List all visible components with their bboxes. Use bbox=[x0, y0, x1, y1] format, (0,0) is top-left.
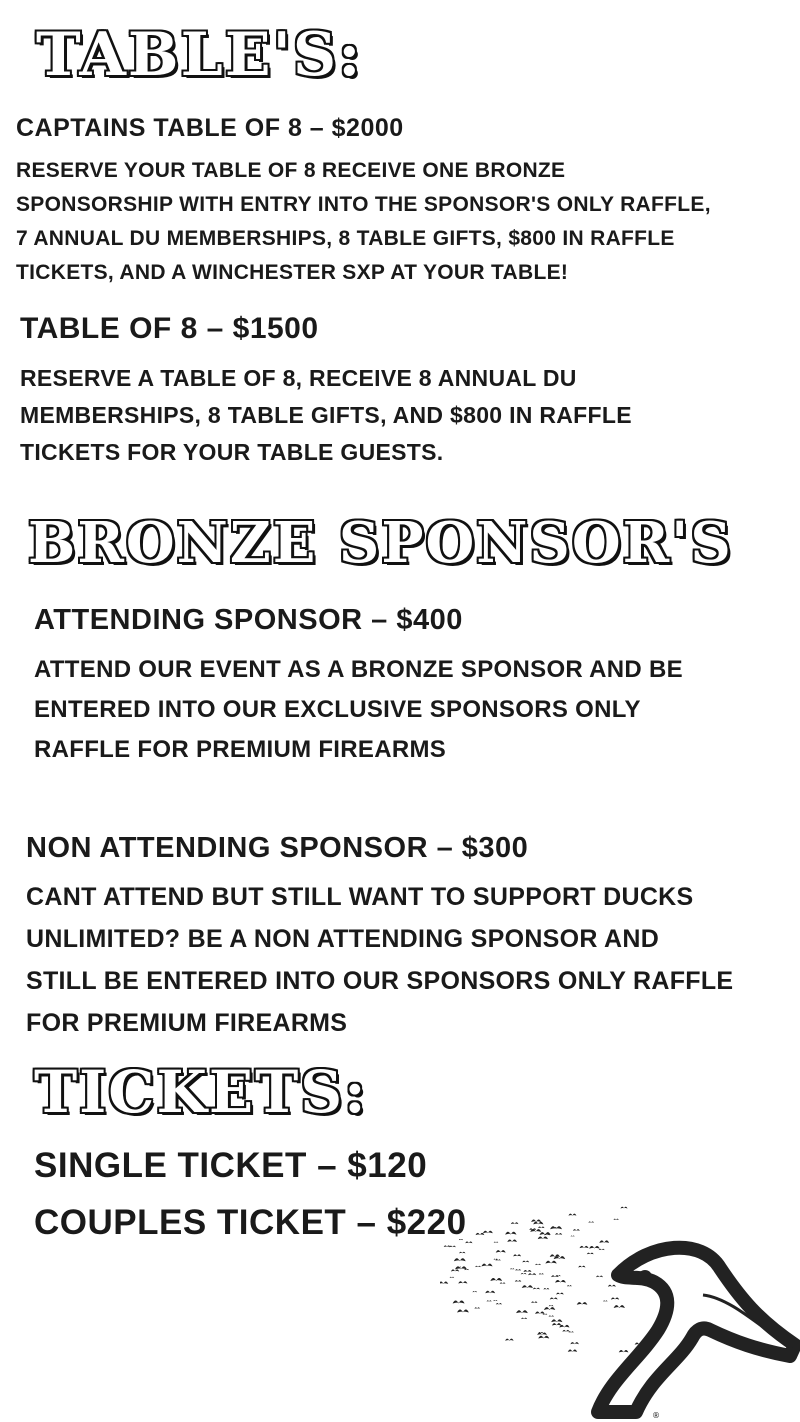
bird-silhouette bbox=[440, 1281, 448, 1283]
bird-silhouette bbox=[465, 1241, 472, 1243]
couples-ticket-price: COUPLES TICKET – $220 bbox=[34, 1203, 467, 1242]
single-ticket-price: SINGLE TICKET – $120 bbox=[34, 1146, 428, 1185]
bird-silhouette bbox=[555, 1233, 562, 1235]
bird-silhouette bbox=[620, 1207, 627, 1209]
bird-silhouette bbox=[549, 1305, 554, 1306]
captains-table-description bbox=[16, 154, 711, 290]
description-line: 7 ANNUAL DU MEMBERSHIPS, 8 TABLE GIFTS, $800 IN RAFFLE bbox=[16, 227, 675, 250]
bird-silhouette bbox=[505, 1339, 513, 1341]
bird-silhouette bbox=[573, 1229, 580, 1231]
bird-silhouette bbox=[567, 1285, 572, 1286]
bird-silhouette bbox=[531, 1219, 541, 1222]
bird-silhouette bbox=[496, 1303, 502, 1305]
bird-silhouette bbox=[608, 1285, 616, 1287]
bird-silhouette bbox=[500, 1282, 506, 1283]
bird-silhouette bbox=[555, 1280, 566, 1283]
bird-silhouette bbox=[599, 1240, 609, 1242]
bird-silhouette bbox=[476, 1233, 485, 1235]
bird-silhouette bbox=[568, 1350, 577, 1352]
non-attending-sponsor-title: NON ATTENDING SPONSOR – $300 bbox=[26, 832, 529, 864]
bird-silhouette bbox=[516, 1310, 528, 1313]
bird-silhouette bbox=[522, 1261, 529, 1263]
bird-silhouette bbox=[533, 1222, 543, 1225]
description-line: ATTEND OUR EVENT AS A BRONZE SPONSOR AND BE bbox=[34, 656, 683, 683]
bird-silhouette bbox=[511, 1222, 519, 1224]
description-line: RESERVE YOUR TABLE OF 8 RECEIVE ONE BRONZE bbox=[16, 159, 566, 182]
bird-silhouette bbox=[533, 1288, 540, 1290]
bird-silhouette bbox=[475, 1266, 481, 1267]
captains-table-title: CAPTAINS TABLE OF 8 – $2000 bbox=[16, 114, 404, 142]
bird-silhouette bbox=[457, 1310, 469, 1313]
bird-silhouette bbox=[551, 1319, 562, 1322]
bird-silhouette bbox=[459, 1239, 463, 1240]
description-line: TICKETS, AND A WINCHESTER SXP AT YOUR TABLE! bbox=[16, 261, 569, 284]
registered-mark: ® bbox=[652, 1411, 660, 1420]
bird-silhouette bbox=[538, 1336, 549, 1339]
bird-silhouette bbox=[587, 1253, 594, 1255]
bird-silhouette bbox=[552, 1323, 561, 1325]
bird-silhouette bbox=[550, 1297, 558, 1299]
description-line: CANT ATTEND BUT STILL WANT TO SUPPORT DUCKS bbox=[26, 883, 694, 911]
bird-silhouette bbox=[513, 1254, 521, 1256]
bird-silhouette bbox=[510, 1268, 514, 1269]
bird-silhouette bbox=[449, 1246, 456, 1248]
bird-silhouette bbox=[521, 1273, 527, 1274]
bird-silhouette bbox=[535, 1311, 545, 1313]
description-line: FOR PREMIUM FIREARMS bbox=[26, 1009, 348, 1037]
bird-silhouette bbox=[611, 1298, 619, 1300]
bird-silhouette bbox=[528, 1273, 536, 1275]
bird-silhouette bbox=[577, 1302, 588, 1305]
bird-silhouette bbox=[459, 1252, 465, 1254]
bird-silhouette bbox=[515, 1280, 521, 1282]
bird-silhouette bbox=[538, 1237, 548, 1240]
bird-silhouette bbox=[545, 1261, 556, 1264]
table-of-8-description bbox=[20, 360, 632, 471]
bird-silhouette bbox=[570, 1342, 579, 1344]
bird-silhouette bbox=[535, 1264, 541, 1265]
bird-silhouette bbox=[589, 1246, 600, 1249]
bird-silhouette bbox=[483, 1231, 493, 1233]
bronze-sponsors-heading: BRONZE SPONSOR'S bbox=[28, 510, 733, 576]
bird-silhouette bbox=[580, 1246, 589, 1248]
bird-silhouette bbox=[495, 1259, 500, 1260]
bird-silhouette bbox=[550, 1254, 560, 1257]
bird-silhouette bbox=[543, 1314, 548, 1315]
bird-silhouette bbox=[596, 1276, 603, 1278]
bird-silhouette bbox=[450, 1277, 455, 1278]
bird-silhouette bbox=[531, 1301, 537, 1303]
bird-silhouette bbox=[544, 1307, 555, 1310]
bird-silhouette bbox=[455, 1266, 467, 1269]
bird-silhouette bbox=[588, 1221, 594, 1222]
ducks-unlimited-duck-head-icon bbox=[440, 1180, 800, 1420]
tables-heading: TABLE'S: bbox=[36, 20, 363, 90]
bird-silhouette bbox=[474, 1307, 480, 1308]
description-line: ENTERED INTO OUR EXCLUSIVE SPONSORS ONLY bbox=[34, 696, 641, 723]
bird-silhouette bbox=[472, 1291, 477, 1292]
bird-silhouette bbox=[494, 1242, 499, 1243]
bird-silhouette bbox=[521, 1318, 527, 1320]
description-line: UNLIMITED? BE A NON ATTENDING SPONSOR AND bbox=[26, 925, 660, 953]
bird-silhouette bbox=[614, 1305, 625, 1308]
bird-silhouette bbox=[556, 1293, 564, 1295]
bird-silhouette bbox=[562, 1330, 569, 1332]
bird-silhouette bbox=[578, 1266, 585, 1268]
description-line: MEMBERSHIPS, 8 TABLE GIFTS, AND $800 IN RAFFLE bbox=[20, 402, 632, 428]
bird-silhouette bbox=[571, 1235, 575, 1236]
non-attending-sponsor-description bbox=[26, 876, 733, 1044]
table-of-8-title: TABLE OF 8 – $1500 bbox=[20, 312, 319, 345]
bird-silhouette bbox=[453, 1301, 465, 1304]
bird-silhouette bbox=[481, 1264, 492, 1267]
bird-silhouette bbox=[568, 1214, 576, 1216]
bird-silhouette bbox=[490, 1278, 502, 1281]
bird-silhouette bbox=[444, 1245, 451, 1247]
description-line: RESERVE A TABLE OF 8, RECEIVE 8 ANNUAL DU bbox=[20, 365, 577, 391]
bird-silhouette bbox=[454, 1258, 466, 1261]
description-line: STILL BE ENTERED INTO OUR SPONSORS ONLY RAFFLE bbox=[26, 967, 734, 995]
bird-silhouette bbox=[603, 1300, 607, 1301]
description-line: RAFFLE FOR PREMIUM FIREARMS bbox=[34, 736, 447, 763]
tickets-heading: TICKETS: bbox=[34, 1058, 368, 1126]
bird-silhouette bbox=[543, 1288, 549, 1289]
description-line: SPONSORSHIP WITH ENTRY INTO THE SPONSOR'S ONLY RAFFLE, bbox=[16, 193, 711, 216]
bird-silhouette bbox=[619, 1350, 629, 1352]
bird-silhouette bbox=[523, 1270, 531, 1272]
bird-silhouette bbox=[613, 1219, 618, 1220]
bird-silhouette bbox=[496, 1250, 506, 1252]
bird-silhouette bbox=[507, 1240, 517, 1242]
bird-silhouette bbox=[539, 1273, 544, 1274]
bird-silhouette bbox=[515, 1269, 521, 1270]
bird-silhouette bbox=[505, 1232, 516, 1235]
bird-silhouette bbox=[522, 1285, 533, 1288]
bird-silhouette bbox=[487, 1300, 492, 1301]
bird-silhouette bbox=[493, 1300, 497, 1301]
bird-silhouette bbox=[451, 1269, 459, 1271]
bird-silhouette bbox=[549, 1315, 554, 1316]
attending-sponsor-title: ATTENDING SPONSOR – $400 bbox=[34, 604, 463, 636]
bird-silhouette bbox=[538, 1227, 544, 1229]
bird-silhouette bbox=[485, 1291, 495, 1293]
attending-sponsor-description bbox=[34, 650, 683, 770]
description-line: TICKETS FOR YOUR TABLE GUESTS. bbox=[20, 439, 444, 465]
bird-silhouette bbox=[458, 1281, 467, 1283]
bird-silhouette bbox=[599, 1249, 605, 1250]
